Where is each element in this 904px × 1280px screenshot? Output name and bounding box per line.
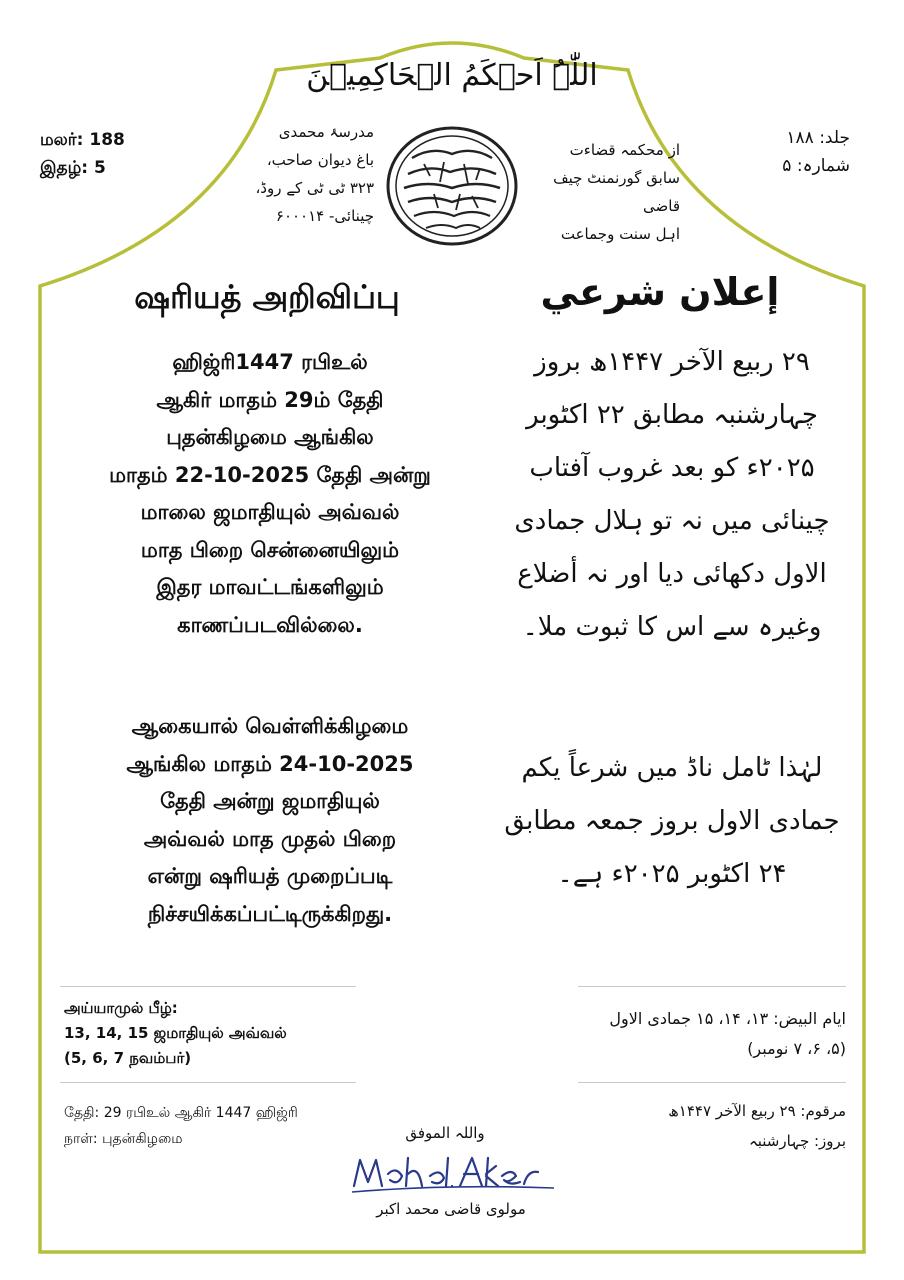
text-line: மாதம் 22-10-2025 தேதி அன்று	[109, 462, 431, 487]
date-line: مرقوم: ۲۹ ربیع الآخر ۱۴۴۷ھ	[668, 1102, 846, 1120]
date-tamil	[64, 1100, 364, 1152]
text-line: ۲۹ ربیع الآخر ۱۴۴۷ھ بروز	[534, 347, 810, 377]
divider	[578, 1082, 846, 1083]
divider	[578, 986, 846, 987]
ayyam-tamil	[64, 996, 364, 1071]
tamil-heading: ஷரியத் அறிவிப்பு	[134, 278, 400, 316]
urdu-paragraph-1	[500, 336, 844, 654]
text-line: தேதி அன்று ஜமாதியுல்	[160, 789, 380, 813]
text-line: ஆகிர் மாதம் 29ம் தேதி	[156, 387, 384, 412]
text-line: மாலை ஜமாதியுல் அவ்வல்	[140, 500, 400, 524]
text-line: என்று ஷரியத் முறைப்படி	[147, 864, 393, 888]
ayyam-line: அய்யாமுல் பீழ்:	[64, 999, 178, 1017]
date-urdu	[560, 1096, 846, 1156]
tamil-paragraph-2	[60, 708, 480, 933]
text-line: چینائی میں نہ تو ہلال جمادی	[514, 506, 830, 536]
jild-label: جلد: ۱۸۸	[786, 128, 850, 148]
text-line: وغیرہ سے اس کا ثبوت ملا۔	[522, 612, 822, 642]
qaza-department	[520, 136, 680, 248]
text-line: ۲۰۲۵ء کو بعد غروب آفتاب	[529, 453, 815, 483]
divider	[60, 1082, 356, 1083]
text-line: لہٰذا ٹامل ناڈ میں شرعاً یکم	[521, 753, 823, 783]
text-line: ۲۴ اکٹوبر ۲۰۲۵ء ہے۔	[557, 859, 787, 889]
date-line: தேதி: 29 ரபிஉல் ஆகிர் 1447 ஹிஜ்ரி	[64, 1105, 298, 1121]
ayyam-line: 13, 14, 15 ஜமாதியுல் அவ்வல்	[64, 1024, 287, 1042]
day-line: நாள்: புதன்கிழமை	[64, 1131, 183, 1147]
shumara-label: شمارہ: ۵	[782, 156, 850, 176]
urdu-paragraph-2	[500, 742, 844, 901]
bismillah-heading: اللّٰہُ اَحۡکَمُ الۡحَاکِمِیۡنَ	[306, 58, 598, 93]
text-line: புதன்கிழமை ஆங்கில	[166, 425, 374, 449]
ayyam-line: (5, 6, 7 நவம்பர்)	[64, 1049, 192, 1067]
madrasa-line: چینائی- ۶۰۰۰۱۴	[275, 207, 374, 225]
malar-label: மலர்: 188	[40, 130, 125, 150]
qaza-line: سابق گورنمنٹ چیف قاضی	[553, 169, 680, 215]
volume-urdu	[782, 124, 850, 180]
ayyam-line: ایام البیض: ۱۳، ۱۴، ۱۵ جمادی الاول	[609, 1009, 846, 1028]
text-line: அவ்வல் மாத முதல் பிறை	[143, 826, 397, 851]
text-line: جمادی الاول بروز جمعہ مطابق	[504, 806, 840, 836]
qaza-line: اہل سنت وجماعت	[560, 225, 680, 243]
madrasa-line: ۳۲۳ ٹی ٹی کے روڈ،	[255, 179, 374, 197]
madrasa-line: مدرسۂ محمدی	[278, 123, 374, 141]
ayyam-urdu	[560, 1004, 846, 1064]
madrasa-address	[234, 118, 374, 230]
text-line: நிச்சயிக்கப்பட்டிருக்கிறது.	[147, 901, 393, 926]
urdu-heading: إعلان شرعي	[540, 270, 780, 314]
official-seal-icon	[384, 124, 520, 248]
text-line: ஹிஜ்ரி1447 ரபிஉல்	[172, 350, 368, 374]
handwritten-signature	[348, 1150, 558, 1196]
qaza-line: از محکمہ قضاءت	[569, 141, 680, 159]
divider	[60, 986, 356, 987]
text-line: ஆங்கில மாதம் 24-10-2025	[126, 751, 414, 776]
madrasa-line: باغ دیوان صاحب،	[266, 151, 374, 169]
moulvi-qazi-name: مولوی قاضی محمد اکبر	[376, 1200, 526, 1218]
text-line: மாத பிறை சென்னையிலும்	[140, 537, 400, 562]
text-line: چہارشنبہ مطابق ۲۲ اکٹوبر	[526, 400, 818, 430]
text-line: இதர மாவட்டங்களிலும்	[156, 575, 384, 599]
tamil-paragraph-1	[60, 344, 480, 644]
text-line: الاول دکھائی دیا اور نہ أضلاع	[517, 559, 827, 589]
ithazh-label: இதழ்: 5	[40, 158, 106, 178]
text-line: காணப்படவில்லை.	[177, 612, 363, 637]
ayyam-line: (۵، ۶، ۷ نومبر)	[747, 1039, 846, 1058]
volume-tamil	[40, 126, 125, 182]
text-line: ஆகையால் வெள்ளிக்கிழமை	[131, 714, 409, 738]
day-line: بروز: چہارشنبہ	[748, 1132, 846, 1150]
wallahu-almuwaffiq: واللہ الموفق	[405, 1124, 485, 1142]
